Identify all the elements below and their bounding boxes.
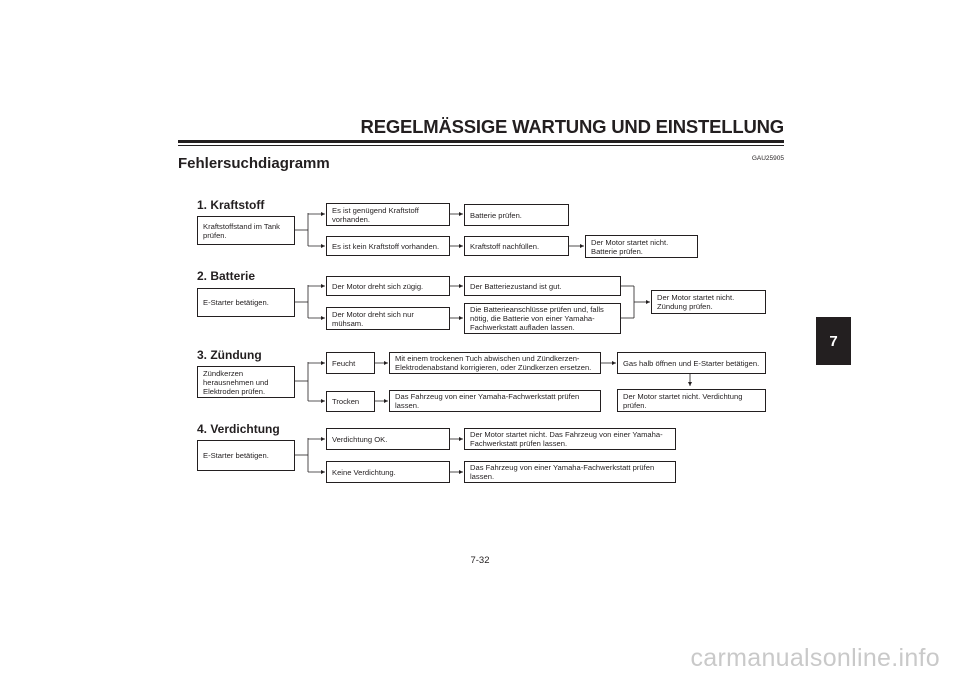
heading-batterie: 2. Batterie: [197, 269, 256, 283]
verdichtung-no-next-box: Das Fahrzeug von einer Yamaha-Fachwerkstatt prüfen lassen.: [464, 461, 676, 483]
zuendung-no-next-box: Das Fahrzeug von einer Yamaha-Fachwerkstatt prüfen lassen.: [389, 390, 601, 412]
batterie-start-box: E-Starter betätigen.: [197, 288, 295, 317]
zuendung-start-box: Zündkerzen herausnehmen und Elektroden prüfen.: [197, 366, 295, 398]
zuendung-yes-result-box: Der Motor startet nicht. Verdichtung prüfen.: [617, 389, 766, 412]
zuendung-no-box: Trocken: [326, 391, 375, 412]
kraftstoff-no-next-box: Kraftstoff nachfüllen.: [464, 236, 569, 256]
batterie-no-next-box: Die Batterieanschlüsse prüfen und, falls nötig, die Batterie von einer Yamaha- Fachwerkstatt aufladen lassen.: [464, 303, 621, 334]
page-number: 7-32: [470, 555, 490, 566]
watermark: carmanualsonline.info: [690, 644, 940, 672]
kraftstoff-result-box: Der Motor startet nicht. Batterie prüfen.: [585, 235, 698, 258]
chapter-tab[interactable]: 7: [816, 317, 851, 365]
batterie-yes-box: Der Motor dreht sich zügig.: [326, 276, 450, 296]
zuendung-yes-box: Feucht: [326, 352, 375, 374]
page-title: REGELMÄSSIGE WARTUNG UND EINSTELLUNG: [360, 116, 784, 137]
kraftstoff-yes-box: Es ist genügend Kraftstoff vorhanden.: [326, 203, 450, 226]
verdichtung-start-box: E-Starter betätigen.: [197, 440, 295, 471]
batterie-result-box: Der Motor startet nicht. Zündung prüfen.: [651, 290, 766, 314]
kraftstoff-no-box: Es ist kein Kraftstoff vorhanden.: [326, 236, 450, 256]
kraftstoff-yes-next-box: Batterie prüfen.: [464, 204, 569, 226]
zuendung-yes-next-box: Mit einem trockenen Tuch abwischen und Zündkerzen- Elektrodenabstand korrigieren, oder Zündkerzen ersetzen.: [389, 352, 601, 374]
kraftstoff-start-box: Kraftstoffstand im Tank prüfen.: [197, 216, 295, 245]
zuendung-yes-then-box: Gas halb öffnen und E-Starter betätigen.: [617, 352, 766, 374]
verdichtung-yes-next-box: Der Motor startet nicht. Das Fahrzeug von einer Yamaha- Fachwerkstatt prüfen lassen.: [464, 428, 676, 450]
heading-zuendung: 3. Zündung: [197, 348, 262, 362]
batterie-yes-next-box: Der Batteriezustand ist gut.: [464, 276, 621, 296]
batterie-no-box: Der Motor dreht sich nur mühsam.: [326, 307, 450, 330]
verdichtung-yes-box: Verdichtung OK.: [326, 428, 450, 450]
section-title: Fehlersuchdiagramm: [178, 155, 330, 172]
heading-verdichtung: 4. Verdichtung: [197, 422, 280, 436]
verdichtung-no-box: Keine Verdichtung.: [326, 461, 450, 483]
heading-kraftstoff: 1. Kraftstoff: [197, 198, 265, 212]
doc-code: GAU25905: [751, 155, 784, 162]
